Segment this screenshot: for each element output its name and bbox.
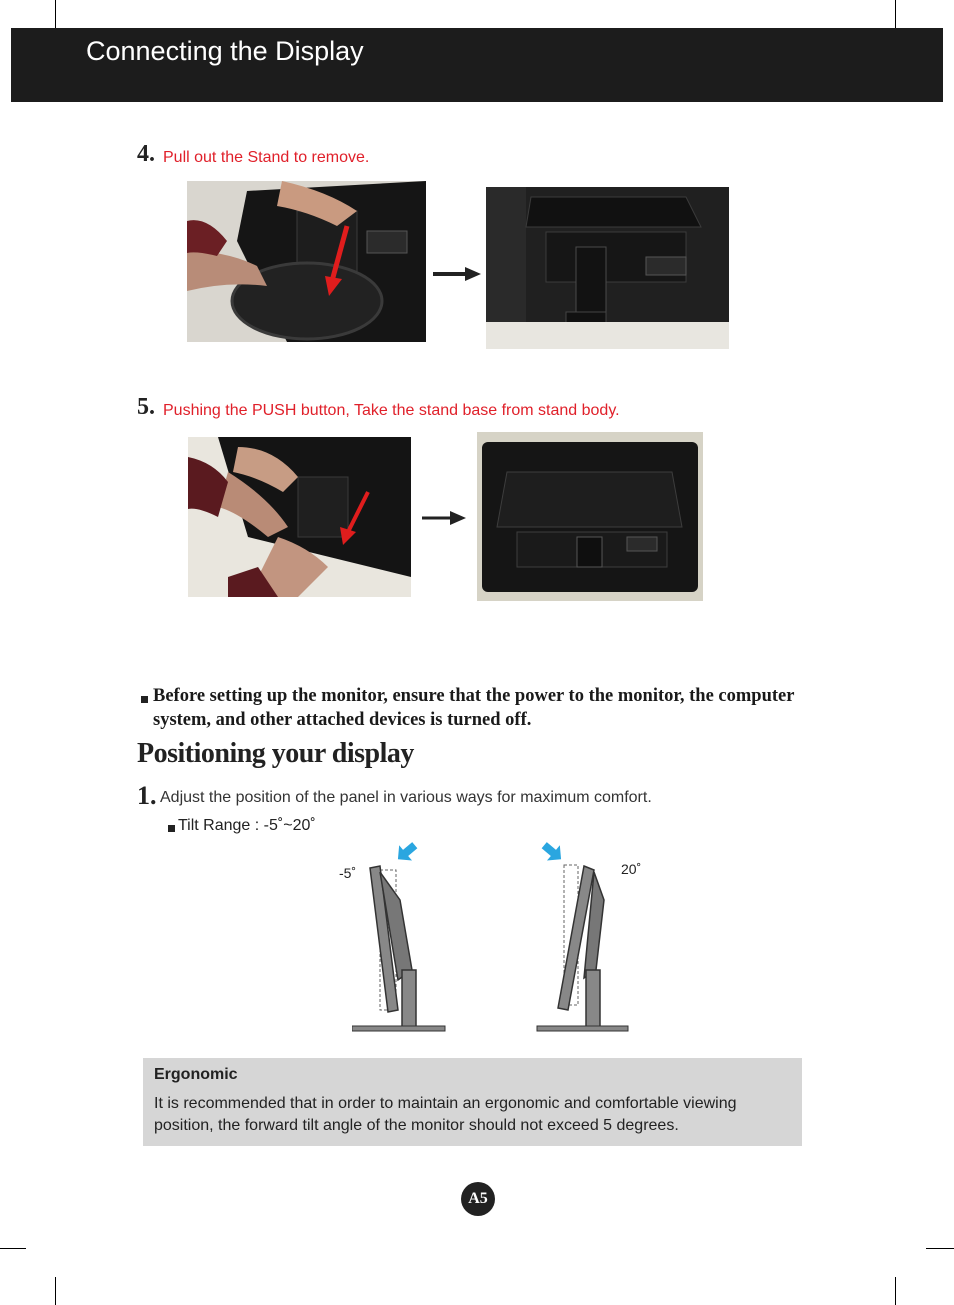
bullet-square-icon <box>141 696 148 703</box>
crop-mark <box>926 1248 954 1249</box>
step-4-photo-remove-stand <box>187 181 426 342</box>
tilt-angle-left: -5˚ <box>339 865 357 881</box>
crop-mark <box>895 0 896 28</box>
page-title: Connecting the Display <box>86 36 364 66</box>
positioning-step-text: Adjust the position of the panel in various ways for maximum comfort. <box>160 789 652 806</box>
power-off-warning: Before setting up the monitor, ensure that the power to the monitor, the computer system, and other attached devices is turned off. <box>153 686 795 730</box>
step-4-number: 4. <box>137 141 155 167</box>
arrow-right-icon <box>433 267 481 286</box>
section-title: Positioning your display <box>137 738 414 769</box>
crop-mark <box>55 0 56 28</box>
step-4-photo-stand-removed <box>486 187 729 349</box>
crop-mark <box>0 1248 26 1249</box>
crop-mark <box>895 1277 896 1305</box>
tilt-range-label: Tilt Range : -5˚~20˚ <box>178 817 316 834</box>
ergonomic-title: Ergonomic <box>154 1066 238 1083</box>
positioning-step-number: 1. <box>137 781 157 810</box>
step-5-photo-stand-base-removed <box>477 432 703 601</box>
bullet-square-icon <box>168 825 175 832</box>
monitor-tilt-minus5-diagram <box>352 860 447 1040</box>
ergonomic-note <box>143 1058 802 1146</box>
arrow-right-icon <box>422 511 466 530</box>
step-5-text: Pushing the PUSH button, Take the stand base from stand body. <box>163 402 620 419</box>
step-5-photo-push-button <box>188 437 411 597</box>
tilt-angle-right: 20˚ <box>621 861 642 877</box>
ergonomic-text: It is recommended that in order to maintain an ergonomic and comfortable viewing position, the forward tilt angle of the monitor should not exceed 5 degrees. <box>154 1095 737 1134</box>
step-5-number: 5. <box>137 394 155 420</box>
page-number: A5 <box>461 1182 495 1216</box>
monitor-tilt-20-diagram <box>536 860 631 1040</box>
step-4-text: Pull out the Stand to remove. <box>163 149 370 166</box>
crop-mark <box>55 1277 56 1305</box>
